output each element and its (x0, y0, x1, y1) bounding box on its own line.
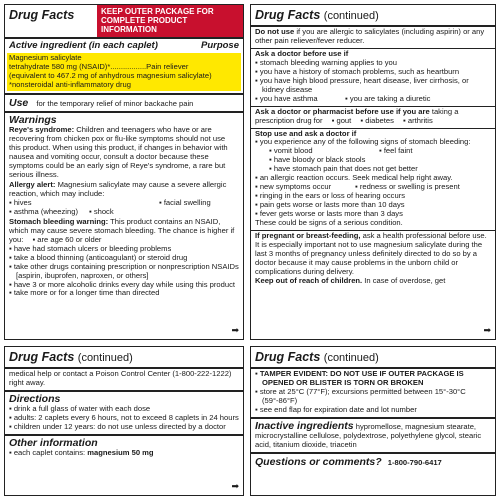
panel-title-cont: (continued) (323, 10, 379, 22)
panel-title: Drug Facts (255, 8, 321, 22)
stop-item: ▪ redness or swelling is present (355, 183, 460, 192)
stop-item: ▪ an allergic reaction occurs. Seek medical help right away. (255, 174, 491, 183)
stop-sign: ▪ vomit blood (269, 147, 379, 156)
stop-sign: ▪ feel faint (379, 147, 439, 156)
use-text: for the temporary relief of minor backache pain (36, 98, 194, 108)
purpose-title: Purpose (200, 39, 239, 51)
bleeding-item: ▪ have 3 or more alcoholic drinks every day while using this product (9, 281, 239, 290)
storage-text: ▪ store at 25°C (77°F); excursions permitted between 15°-30°C (59°-86°F) (255, 388, 491, 406)
continue-arrow-icon: ➡ (231, 481, 239, 492)
keep-out-label: Keep out of reach of children. (255, 275, 363, 285)
stop-item: ▪ fever gets worse or lasts more than 3 days (255, 210, 491, 219)
active-ingredient-box (7, 53, 241, 91)
use-title: Use (9, 96, 29, 109)
flap-text: ▪ see end flap for expiration date and lot number (255, 406, 491, 415)
ask-doctor-item: ▪ stomach bleeding warning applies to you (255, 59, 491, 68)
stop-sign: ▪ have bloody or black stools (269, 156, 419, 165)
allergy-text: Magnesium salicylate may cause a severe allergic reaction, which may include: (9, 180, 227, 198)
stop-use-title: Stop use and ask a doctor if (255, 128, 357, 138)
direction-item: ▪ adults: 2 caplets every 6 hours, not to exceed 8 caplets in 24 hours (9, 414, 239, 423)
direction-item: ▪ drink a full glass of water with each dose (9, 405, 239, 414)
do-not-use-label: Do not use (255, 26, 295, 36)
do-not-use-text: if you are allergic to salicylates (including aspirin) or any other pain reliever/fever reducer. (255, 26, 485, 45)
other-info-title: Other information (9, 437, 98, 450)
bleeding-item: ▪ take more or for a longer time than directed (9, 289, 239, 298)
other-info-value: magnesium 50 mg (87, 448, 154, 458)
inactive-ingredients-title: Inactive ingredients (255, 419, 354, 432)
drug-facts-panel-4 (250, 346, 496, 496)
stop-item: ▪ ringing in the ears or loss of hearing occurs (255, 192, 491, 201)
panel-title: Drug Facts (9, 8, 75, 22)
allergy-label: Allergy alert: (9, 180, 56, 190)
panel-title-cont: (continued) (323, 352, 379, 364)
overdose-text: medical help or contact a Poison Control Center (1-800-222-1222) right away. (9, 368, 232, 387)
ask-doctor-item: ▪ you are taking a diuretic (345, 95, 430, 104)
allergy-item: ▪ asthma (wheezing) (9, 208, 89, 217)
active-line: *nonsteroidal anti-inflammatory drug (9, 79, 131, 89)
drug-facts-panel-2 (250, 4, 496, 340)
stop-sign: ▪ have stomach pain that does not get better (269, 165, 489, 174)
continue-arrow-icon: ➡ (483, 325, 491, 336)
ask-doctor-item: ▪ you have asthma (255, 95, 345, 104)
allergy-item: ▪ hives (9, 199, 159, 208)
pharm-item: ▪ gout (325, 116, 352, 125)
drug-facts-panel-3 (4, 346, 244, 496)
inactive-ingredients-text: hypromellose, magnesium stearate, microcrystalline cellulose, polydextrose, polyethylene glycol, stearic acid, titanium dioxide, triacetin (255, 421, 482, 450)
ask-doctor-title: Ask a doctor before use if (255, 48, 349, 58)
stop-item: ▪ new symptoms occur (255, 183, 355, 192)
ask-pharmacist-title: Ask a doctor or pharmacist before use if you are (255, 106, 430, 116)
directions-title: Directions (9, 392, 61, 405)
pregnant-label: If pregnant or breast-feeding, (255, 230, 361, 240)
panel-title: Drug Facts (9, 350, 75, 364)
active-ingredient-title: Active ingredient (in each caplet) (9, 39, 158, 51)
pharm-item: ▪ arthritis (396, 116, 433, 125)
warnings-title: Warnings (9, 113, 57, 126)
reye-text: Children and teenagers who have or are recovering from chicken pox or flu-like symptoms should not use this product. When using this product, if changes in behavior with nausea and vomiting occur, consult a doctor because these symptoms could be an early sign of Reye's syndrome, a rare but serious illness. (9, 125, 228, 180)
pregnant-text: ask a health professional before use. It is especially important not to use magnesium salicylate during the last 3 months of pregnancy unless definitely directed to do so by a doctor because it may cause problems in the unborn child or complications during delivery. (255, 230, 487, 276)
ask-pharmacist-text: taking a prescription drug for (255, 106, 459, 125)
drug-facts-panel-1 (4, 4, 244, 340)
keep-package-banner: KEEP OUTER PACKAGE FOR COMPLETE PRODUCT INFORMATION (97, 5, 243, 37)
bleeding-text: This product contains an NSAID, which may cause severe stomach bleeding. The chance is higher if you: (9, 216, 235, 244)
continue-arrow-icon: ➡ (231, 325, 239, 336)
tamper-warning: ▪ TAMPER EVIDENT: DO NOT USE IF OUTER PACKAGE IS (255, 370, 491, 379)
active-line: tetrahydrate 580 mg (NSAID)*.................Pain reliever (9, 61, 189, 71)
stop-item: ▪ pain gets worse or lasts more than 10 days (255, 201, 491, 210)
other-info-text: each caplet contains: (13, 448, 86, 458)
bleeding-item: ▪ take a blood thinning (anticoagulant) or steroid drug (9, 254, 239, 263)
questions-phone: 1-800-790-6417 (387, 458, 442, 468)
tamper-warning-cont: OPENED OR BLISTER IS TORN OR BROKEN (262, 377, 424, 387)
ask-doctor-item: ▪ you have a history of stomach problems, such as heartburn (255, 68, 491, 77)
stop-intro: ▪ you experience any of the following signs of stomach bleeding: (255, 138, 491, 147)
bleeding-item: ▪ have had stomach ulcers or bleeding problems (9, 245, 239, 254)
panel-title-cont: (continued) (77, 352, 133, 364)
active-line: (equivalent to 467.2 mg of anhydrous magnesium salicylate) (9, 70, 212, 80)
stop-note: These could be signs of a serious condition. (255, 218, 403, 228)
questions-title: Questions or comments? (255, 456, 382, 469)
ask-doctor-item: ▪ you have high blood pressure, heart disease, liver cirrhosis, or kidney disease (255, 77, 491, 95)
bleeding-item: ▪ take other drugs containing prescription or nonprescription NSAIDs [aspirin, ibuprofen, naproxen, or others] (9, 263, 239, 281)
direction-item: ▪ children under 12 years: do not use unless directed by a doctor (9, 423, 239, 432)
keep-out-text: In case of overdose, get (364, 275, 446, 285)
bleeding-label: Stomach bleeding warning: (9, 216, 109, 226)
panel-title: Drug Facts (255, 350, 321, 364)
active-line: Magnesium salicylate (9, 52, 82, 62)
bleeding-inline: ▪ are age 60 or older (25, 235, 101, 244)
allergy-item: ▪ facial swelling (159, 199, 219, 208)
pharm-item: ▪ diabetes (353, 116, 394, 125)
reye-label: Reye's syndrome: (9, 125, 75, 135)
allergy-item: ▪ shock (89, 208, 139, 217)
